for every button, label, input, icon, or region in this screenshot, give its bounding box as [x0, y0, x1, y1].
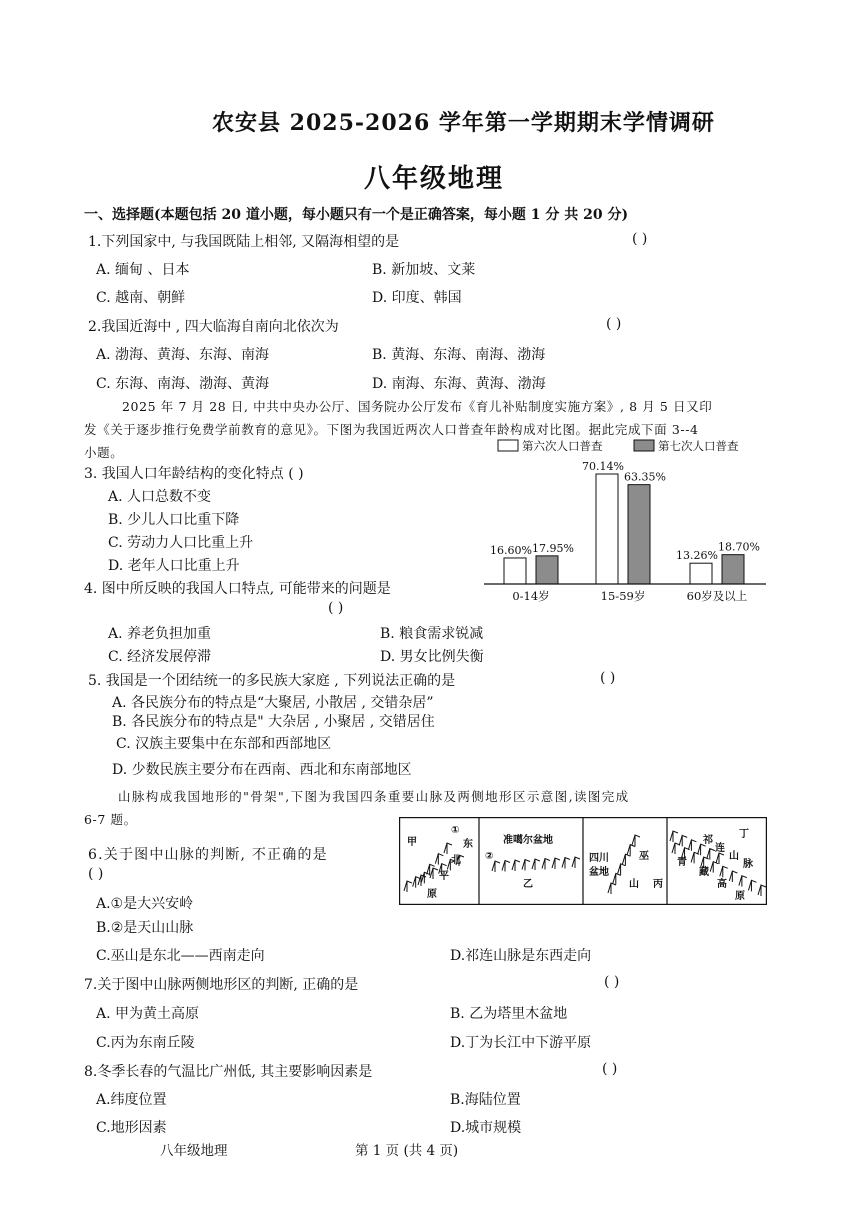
- q6-stem: 6.关于图中山脉的判断, 不正确的是: [88, 847, 328, 863]
- footer-subject: 八年级地理: [160, 1143, 228, 1159]
- q5-option-d: D. 少数民族主要分布在西南、西北和东南部地区: [112, 762, 412, 778]
- legend-label-2: 第七次人口普查: [658, 439, 739, 453]
- q8-option-a: A.纬度位置: [96, 1092, 167, 1108]
- map-label-zang: 藏: [699, 867, 709, 878]
- q4-answer-paren: ( ): [328, 600, 344, 616]
- q7-option-a: A. 甲为黄土高原: [96, 1006, 200, 1022]
- q1-option-b: B. 新加坡、文莱: [372, 262, 476, 278]
- q1-stem: 1.下列国家中, 与我国既陆上相邻, 又隔海相望的是: [88, 234, 400, 250]
- intro34-line1: 2025 年 7 月 28 日, 中共中央办公厅、国务院办公厅发布《育儿补贴制度实施方案》, 8 月 5 日又印: [122, 399, 713, 414]
- q3-option-c: C. 劳动力人口比重上升: [108, 535, 254, 551]
- q7-option-c: C.丙为东南丘陵: [96, 1035, 195, 1051]
- q4-option-d: D. 男女比例失衡: [380, 649, 484, 665]
- intro67-line1: 山脉构成我国地形的"骨架",下图为我国四条重要山脉及两侧地形区示意图,读图完成: [118, 789, 630, 804]
- q7-option-b: B. 乙为塔里木盆地: [450, 1006, 568, 1022]
- data-label-2-2: 63.35%: [624, 470, 666, 484]
- q2-option-d: D. 南海、东海、黄海、渤海: [372, 376, 546, 392]
- q4-option-b: B. 粮食需求锐减: [380, 626, 484, 642]
- map-label-yuan: 原: [427, 889, 437, 900]
- category-label-1: 0-14岁: [512, 589, 550, 603]
- q3-option-a: A. 人口总数不变: [108, 489, 212, 505]
- q8-option-c: C.地形因素: [96, 1120, 167, 1136]
- map-label-1: ①: [451, 825, 460, 836]
- q5-option-b: B. 各民族分布的特点是" 大杂居 , 小聚居 , 交错居住: [112, 714, 435, 730]
- map-label-bei: 北: [451, 855, 461, 866]
- q7-answer-paren: ( ): [604, 974, 620, 990]
- q3-option-d: D. 老年人口比重上升: [108, 558, 240, 574]
- q4-option-a: A. 养老负担加重: [108, 626, 212, 642]
- category-label-2: 15-59岁: [600, 589, 646, 603]
- map-label-bing: 丙: [653, 879, 663, 890]
- bar-2-1: [536, 556, 558, 584]
- data-label-1-3: 13.26%: [676, 549, 718, 563]
- legend-swatch-2: [634, 440, 654, 451]
- map-label-shan: 山: [629, 879, 639, 890]
- q6-option-b: B.②是天山山脉: [96, 920, 194, 936]
- data-label-1-2: 70.14%: [582, 460, 624, 473]
- q2-stem: 2.我国近海中 , 四大临海自南向北依次为: [88, 319, 339, 335]
- map-label-sichuan: 四川: [589, 853, 609, 864]
- chart-bars: [490, 460, 760, 603]
- legend-swatch-1: [498, 440, 518, 451]
- map-label-qi: 祁: [703, 835, 713, 846]
- population-age-chart: [482, 436, 772, 606]
- footer-page-number: 第 1 页 (共 4 页): [355, 1143, 459, 1159]
- exam-subtitle: 八年级地理: [364, 164, 505, 194]
- q1-answer-paren: ( ): [632, 231, 648, 247]
- q2-option-b: B. 黄海、东海、南海、渤海: [372, 347, 546, 363]
- q2-option-a: A. 渤海、黄海、东海、南海: [96, 347, 270, 363]
- map-label-mai: 脉: [743, 859, 753, 870]
- map-label-ping: 平: [439, 871, 449, 882]
- map-label-jia: 甲: [407, 837, 417, 848]
- q6-option-a: A.①是大兴安岭: [96, 896, 194, 912]
- q2-option-c: C. 东海、南海、渤海、黄海: [96, 376, 270, 392]
- bar-1-1: [504, 558, 526, 584]
- map-label-junggar: 准噶尔盆地: [503, 835, 553, 846]
- q8-option-d: D.城市规模: [450, 1120, 522, 1136]
- q5-option-c: C. 汉族主要集中在东部和西部地区: [116, 736, 332, 752]
- q8-answer-paren: ( ): [602, 1061, 618, 1077]
- q7-stem: 7.关于图中山脉两侧地形区的判断, 正确的是: [84, 977, 359, 993]
- map-label-shan2: 山: [729, 851, 739, 862]
- map-label-yuan2: 原: [735, 891, 745, 902]
- q3-option-b: B. 少儿人口比重下降: [108, 512, 240, 528]
- q1-option-a: A. 缅甸 、日本: [96, 262, 190, 278]
- section-heading: 一、选择题(本题包括 20 道小题，每小题只有一个是正确答案，每小题 1 分 共 20 分): [84, 207, 629, 223]
- map-label-yi: 乙: [523, 879, 533, 890]
- map-label-qing: 青: [677, 857, 687, 868]
- legend-label-1: 第六次人口普查: [522, 439, 603, 453]
- intro34-line3: 小题。: [84, 445, 124, 460]
- bar-2-2: [628, 485, 650, 584]
- intro34-line2: 发《关于逐步推行免费学前教育的意见》。下图为我国近两次人口普查年龄构成对比图。据此完成下面 3--4: [84, 422, 699, 437]
- map-label-2: ②: [485, 851, 494, 862]
- map-label-gao: 高: [717, 879, 727, 890]
- data-label-1-1: 16.60%: [490, 543, 532, 557]
- chart-legend: [498, 439, 739, 453]
- bar-1-2: [596, 474, 618, 584]
- q8-option-b: B.海陆位置: [450, 1092, 521, 1108]
- q4-stem: 4. 图中所反映的我国人口特点, 可能带来的问题是: [84, 581, 391, 597]
- map-label-ding: 丁: [739, 829, 749, 840]
- map-label-wu: 巫: [639, 851, 649, 862]
- intro67-line2: 6-7 题。: [84, 812, 137, 827]
- q6-option-c: C.巫山是东北——西南走向: [96, 948, 265, 964]
- q1-option-d: D. 印度、韩国: [372, 290, 462, 306]
- data-label-2-1: 17.95%: [532, 541, 574, 555]
- q2-answer-paren: ( ): [606, 316, 622, 332]
- category-label-3: 60岁及以上: [686, 589, 748, 603]
- q5-option-a: A. 各民族分布的特点是“大聚居, 小散居 , 交错杂居”: [112, 695, 434, 711]
- bar-2-3: [722, 555, 744, 584]
- map-label-pendi: 盆地: [589, 867, 609, 878]
- q6-option-d: D.祁连山脉是东西走向: [450, 948, 592, 964]
- q1-option-c: C. 越南、朝鲜: [96, 290, 186, 306]
- q3-stem: 3. 我国人口年龄结构的变化特点 ( ): [84, 466, 304, 482]
- q4-option-c: C. 经济发展停滞: [108, 649, 212, 665]
- map-label-dong: 东: [463, 839, 473, 850]
- exam-title: 农安县 2025-2026 学年第一学期期末学情调研: [212, 110, 715, 136]
- bar-1-3: [690, 563, 712, 584]
- data-label-2-3: 18.70%: [718, 540, 760, 554]
- q5-answer-paren: ( ): [600, 670, 616, 686]
- q7-option-d: D.丁为长江中下游平原: [450, 1035, 592, 1051]
- q5-stem: 5. 我国是一个团结统一的多民族大家庭 , 下列说法正确的是: [88, 673, 456, 689]
- q8-stem: 8.冬季长春的气温比广州低, 其主要影响因素是: [84, 1064, 373, 1080]
- map-label-lian: 连: [715, 843, 725, 854]
- mountain-terrain-map: [399, 817, 767, 905]
- q6-answer-paren: ( ): [88, 866, 104, 882]
